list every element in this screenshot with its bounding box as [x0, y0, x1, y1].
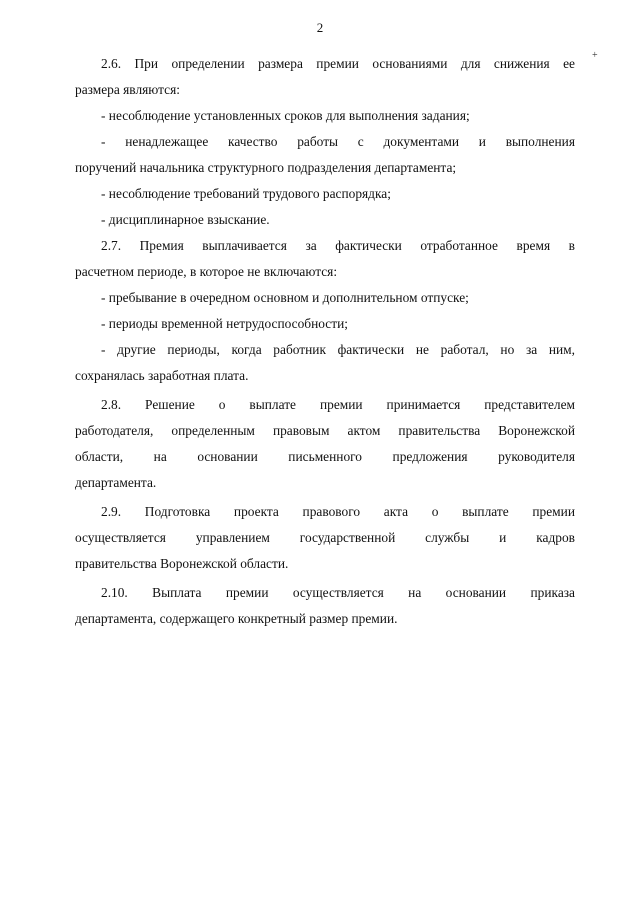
text-line: работодателя, определенным правовым актом правительства Воронежской [75, 423, 575, 438]
text-line: департамента. [75, 475, 157, 490]
list-item: - несоблюдение требований трудового распорядка; [101, 186, 391, 201]
text-line: 2.6. При определении размера премии основаниями для снижения ее [101, 56, 575, 71]
text-line: осуществляется управлением государственной службы и кадров [75, 530, 575, 545]
list-item: - пребывание в очередном основном и дополнительном отпуске; [101, 290, 469, 305]
text-line: размера являются: [75, 82, 180, 97]
list-item: - несоблюдение установленных сроков для выполнения задания; [101, 108, 470, 123]
list-item: - периоды временной нетрудоспособности; [101, 316, 348, 331]
text-line: правительства Воронежской области. [75, 556, 289, 571]
clause-2-10 [75, 580, 575, 632]
clause-2-9 [75, 499, 575, 577]
text-line: 2.7. Премия выплачивается за фактически отработанное время в [101, 238, 575, 253]
clause-2-7 [75, 233, 575, 389]
text-line: 2.9. Подготовка проекта правового акта о выплате премии [101, 504, 575, 519]
text-line: 2.8. Решение о выплате премии принимается представителем [101, 397, 575, 412]
text-line: 2.10. Выплата премии осуществляется на основании приказа [101, 585, 575, 600]
list-item: - дисциплинарное взыскание. [101, 212, 270, 227]
page-number: 2 [316, 20, 324, 35]
text-line: области, на основании письменного предложения руководителя [75, 449, 575, 464]
clause-2-8 [75, 392, 575, 496]
text-line: расчетном периоде, в которое не включаются: [75, 264, 338, 279]
list-item: - другие периоды, когда работник фактически не работал, но за ним, [101, 342, 575, 357]
text-line: сохранялась заработная плата. [75, 368, 249, 383]
list-item: - ненадлежащее качество работы с документами и выполнения [101, 134, 575, 149]
text-line: поручений начальника структурного подразделения департамента; [75, 160, 457, 175]
text-line: департамента, содержащего конкретный размер премии. [75, 611, 398, 626]
corner-mark: + [592, 50, 598, 61]
clause-2-6 [75, 51, 575, 233]
document-body [75, 51, 575, 632]
